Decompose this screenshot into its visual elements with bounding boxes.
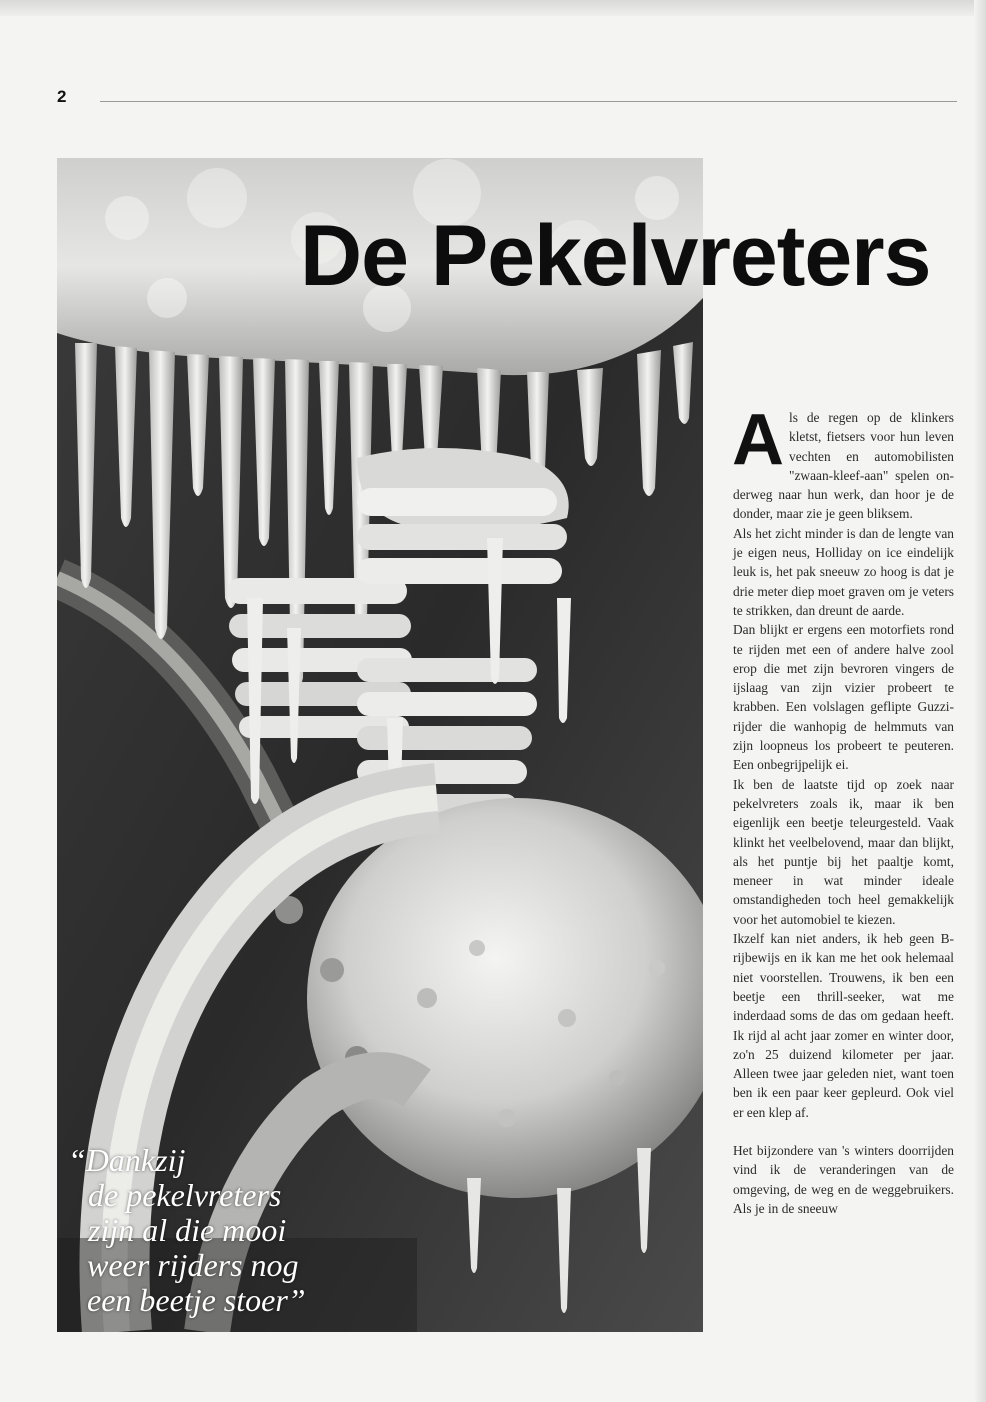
article-paragraph: Dan blijkt er ergens een motorfiets rond te rijden met een of andere halve zool erop die met zijn bevroren vingers de ijslaag van zijn vizier probeert te krabben. Een volslagen geflipte Guzzi-rijder die wanhopig de helmmuts van zijn loopneus los probeert te peuteren. Een onbegrijpelijk ei. <box>733 622 954 773</box>
article-title: De Pekelvreters <box>300 208 931 304</box>
pull-quote-line: de pekelvreters <box>88 1177 282 1213</box>
scan-top-band <box>0 0 986 16</box>
pull-quote-line: een beetje stoer” <box>87 1282 306 1318</box>
drop-cap: A <box>732 400 784 480</box>
pull-quote <box>68 1143 368 1318</box>
article-paragraph: Als het zicht minder is dan de lengte van je eigen neus, Holliday on ice eindelijk leuk is, het pak sneeuw zo hoog is dat je drie meter diep moet graven om je veters te strikken, dan dreunt de aarde. <box>733 525 954 618</box>
article-paragraph <box>732 400 954 524</box>
scan-right-edge <box>974 0 986 1402</box>
pull-quote-line: “Dankzij <box>68 1142 186 1178</box>
article-paragraph: Ik ben de laatste tijd op zoek naar pekelvreters zoals ik, maar ik ben eigenlijk een beetje teleurgesteld. Vaak klinkt het veelbelovend, maar dan blijkt, als het puntje bij het paaltje komt, meneer in wat minder ideale omstandigheden toch heel gemakkelijk voor het automobiel te kiezen. <box>733 776 954 927</box>
paragraph-text: ls de regen op de klinkers kletst, fietsers voor hun leven vechten en automobilisten "zwaan-kleef-aan" spelen onderweg naar hun werk, dan hoor je de donder, maar zie je geen bliksem. <box>733 410 954 522</box>
article-paragraph: Het bijzondere van 's winters doorrijden vind ik de veranderingen van de omgeving, de weg en de weggebruikers. Als je in de sneeuw <box>733 1142 954 1216</box>
article-paragraph: Ikzelf kan niet anders, ik heb geen B-rijbewijs en ik kan me het ook helemaal niet voorstellen. Trouwens, ik ben een beetje een thrill-seeker, wat me inderdaad soms de das om gedaan heeft. Ik rijd al acht jaar zomer en winter door, zo'n 25 duizend kilometer per jaar. Alleen twee jaar geleden niet, want toen ben ik een paar keer gepleurd. Ook viel er een klep af. <box>733 931 954 1120</box>
header-rule <box>100 101 957 102</box>
pull-quote-line: zijn al die mooi <box>88 1212 287 1248</box>
page-number: 2 <box>57 87 67 106</box>
article-body <box>732 400 954 1218</box>
pull-quote-line: weer rijders nog <box>87 1247 299 1283</box>
